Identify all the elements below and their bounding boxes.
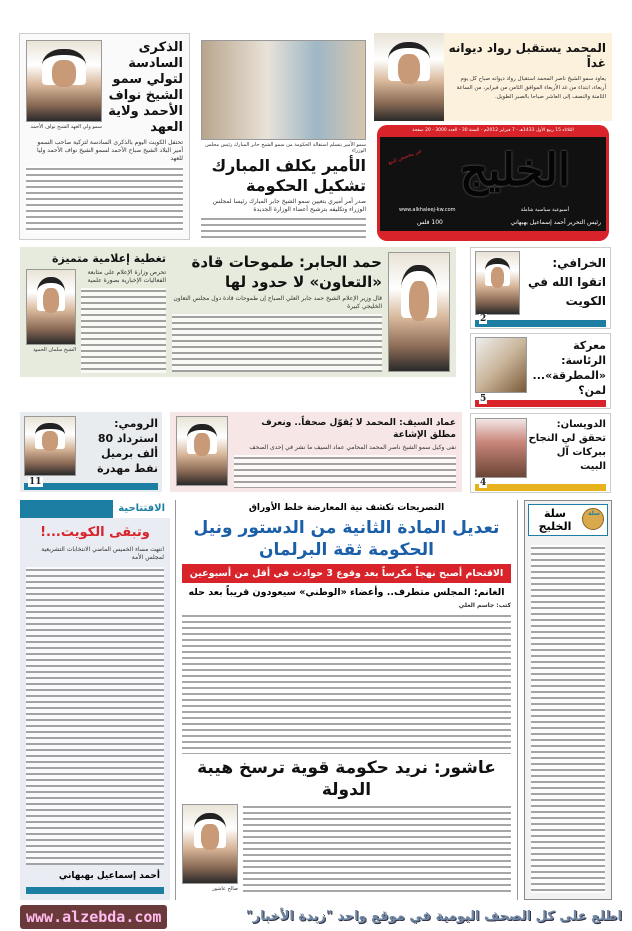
mohammad-photo bbox=[374, 33, 444, 121]
saif-lead: نفى وكيل سمو الشيخ ناصر المحمد المحامي عماد السيف ما نشر في إحدى الصحف bbox=[249, 444, 456, 451]
kharafi-headline: الخرافي: اتقوا الله في الكويت bbox=[527, 256, 606, 308]
nawaf-photo bbox=[26, 40, 102, 122]
coverage-photo bbox=[26, 269, 76, 345]
roumi-article[interactable] bbox=[20, 412, 162, 492]
coverage-caption: الشيخ سلمان الحمود bbox=[32, 347, 76, 353]
masthead bbox=[377, 125, 609, 241]
banner-url[interactable]: www.alzebda.com bbox=[20, 905, 167, 929]
saif-headline: عماد السيف: المحمد لا يُقوّل صحفاً.. ونعرف مطلق الإشاعة bbox=[261, 418, 456, 440]
nawaf-lead: تحتفل الكويت اليوم بالذكرى السادسة لتزكية صاحب السمو أمير البلاد الشيخ صباح الأحمد لسمو الشيخ نواف الأحمد وليا للعهد bbox=[37, 139, 183, 162]
ashour-caption: صالح عاشور bbox=[212, 886, 238, 892]
mohammad-lead: يعاود سمو الشيخ ناصر المحمد استقبال رواد ديوانه صباح كل يوم أربعاء، ابتداء من غد الأربعاء الموافق الثامن من فبراير، من الساعة الثامنة والنصف إلى العاشر صباحا بالصبر الطويل. bbox=[456, 76, 606, 100]
duwaisan-photo bbox=[475, 418, 527, 478]
ashour-photo bbox=[182, 804, 238, 884]
saif-article[interactable] bbox=[170, 412, 462, 492]
mohammad-headline: المحمد يستقبل رواد ديوانه غداً bbox=[448, 41, 606, 70]
nawaf-caption: سمو ولي العهد الشيخ نواف الأحمد bbox=[30, 124, 102, 130]
jaber-box bbox=[20, 247, 456, 377]
main-kicker: التصريحات تكشف نية المعارضة خلط الأوراق bbox=[248, 503, 445, 513]
jaber-lead: قال وزير الإعلام الشيخ حمد جابر العلي الصباح إن طموحات قادة دول مجلس التعاون الخليجي كبيرة bbox=[173, 295, 382, 310]
editorial bbox=[20, 500, 170, 900]
main-byline: كتب: جاسم العلي bbox=[458, 602, 511, 609]
banner-text: اطلع على كل الصحف اليومية في موقع واحد "زبدة الأخبار" bbox=[245, 909, 622, 924]
saif-photo bbox=[176, 416, 228, 486]
battle-headline: معركة الرئاسة: «المطرقة»... لمن؟ bbox=[532, 339, 606, 397]
page-tag-11: 11 bbox=[24, 483, 158, 490]
masthead-title: الخليج bbox=[459, 145, 571, 196]
page-tag-2: 2 bbox=[475, 320, 606, 327]
jaber-photo bbox=[388, 252, 450, 372]
battle-article[interactable] bbox=[470, 333, 611, 409]
editorial-section: الافتتاحية bbox=[113, 500, 170, 518]
roumi-photo bbox=[24, 416, 76, 476]
editorial-author: أحمد إسماعيل بهبهاني bbox=[58, 871, 160, 881]
kharafi-article[interactable] bbox=[470, 247, 611, 329]
main-red-deck: الاقتحام أصبح نهجاً مكرساً بعد وقوع 3 حوادث في أقل من أسبوعين bbox=[182, 564, 511, 583]
page-tag-5: 5 bbox=[475, 400, 606, 407]
editor-line: رئيس التحرير أحمد إسماعيل بهبهاني bbox=[510, 219, 601, 226]
emir-lead: صدر أمر أميري بتعيين سمو الشيخ جابر المبارك رئيسا لمجلس الوزراء وتكليفه بترشيح أعضاء الوزارة الجديدة bbox=[212, 198, 366, 213]
website: www.alkhaleej-kw.com bbox=[399, 207, 456, 213]
main-sub-deck: الغانم: المجلس متطرف.. وأعضاء «الوطني» سيعودون قريباً بعد حله bbox=[188, 587, 505, 598]
editorial-title: وتبقى الكويت...! bbox=[40, 525, 150, 540]
price: 100 فلس bbox=[417, 219, 443, 226]
basket-title: سلة الخليج bbox=[538, 507, 572, 533]
emir-article bbox=[192, 33, 370, 240]
alzebda-banner[interactable] bbox=[0, 903, 632, 931]
editorial-lead: انتهت مساء الخميس الماضي الانتخابات التشريعية لمجلس الأمة bbox=[41, 546, 164, 561]
main-article bbox=[175, 500, 518, 900]
coverage-lead: تحرص وزارة الإعلام على متابعة الفعاليات الإخبارية بصورة علمية bbox=[87, 269, 166, 284]
emir-photo bbox=[201, 40, 366, 140]
date-line: الثلاثاء 15 ربيع الأول 1433هـ - 7 فبراير 2012م - السنة 30 - العدد 3000 - 20 صفحة bbox=[412, 128, 574, 133]
duwaisan-article[interactable] bbox=[470, 413, 611, 493]
page-tag-4: 4 bbox=[475, 484, 606, 491]
stamp: غير مخصص للبيع bbox=[387, 148, 423, 167]
emir-headline: الأمير يكلف المبارك تشكيل الحكومة bbox=[211, 156, 366, 195]
ashour-headline: عاشور: نريد حكومة قوية ترسخ هيبة الدولة bbox=[197, 758, 496, 800]
kharafi-photo bbox=[475, 251, 520, 315]
subtitle: أسبوعية سياسية شاملة bbox=[520, 207, 569, 213]
roumi-headline: الرومي: استرداد 80 ألف برميل نفط مهدرة bbox=[97, 417, 158, 475]
emir-caption: سمو الأمير يتسلم استقالة الحكومة من سمو الشيخ جابر المبارك رئيس مجلس الوزراء bbox=[205, 142, 366, 154]
nawaf-article bbox=[19, 33, 190, 240]
main-headline: تعديل المادة الثانية من الدستور ونيل الحكومة ثقة البرلمان bbox=[193, 518, 500, 560]
gavel-photo bbox=[475, 337, 527, 393]
coverage-headline: تغطية إعلامية متميزة bbox=[52, 252, 166, 265]
mohammad-article bbox=[374, 33, 612, 121]
nawaf-headline: الذكرى السادسة لتولي سمو الشيخ نواف الأحمد ولاية العهد bbox=[108, 40, 183, 135]
duwaisan-headline: الدويسان: تحقق لي النجاح ببركات آل البيت bbox=[528, 419, 606, 472]
basket-label: سلة bbox=[588, 510, 600, 517]
basket-column bbox=[524, 500, 612, 900]
jaber-headline: حمد الجابر: طموحات قادة «التعاون» لا حدود لها bbox=[191, 253, 382, 291]
